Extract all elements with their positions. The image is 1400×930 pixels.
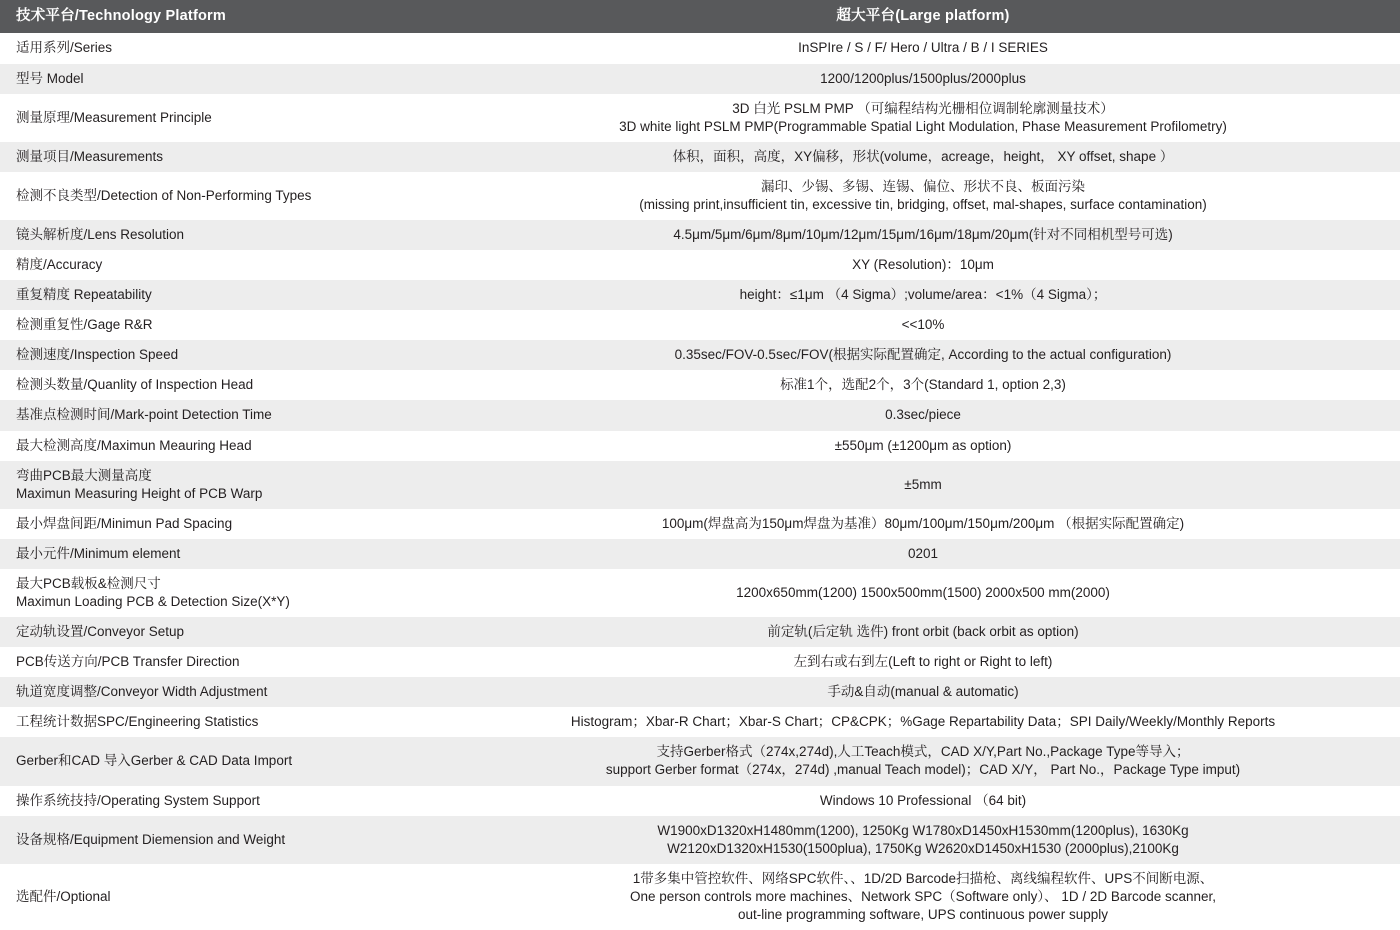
table-row (0, 816, 1400, 864)
row-value-line: 手动&自动(manual & automatic) (827, 684, 1019, 700)
table-row (0, 786, 1400, 816)
table-row (0, 172, 1400, 220)
row-value-line: XY (Resolution)：10μm (852, 257, 994, 273)
row-value-cell (446, 737, 1400, 785)
row-value-cell (446, 33, 1400, 63)
table-row (0, 539, 1400, 569)
row-value-line: 0.3sec/piece (885, 407, 961, 423)
row-value-cell (446, 816, 1400, 864)
table-row (0, 647, 1400, 677)
table-row (0, 370, 1400, 400)
table-row (0, 340, 1400, 370)
table-row (0, 707, 1400, 737)
row-value-cell (446, 280, 1400, 310)
row-label-line: 测量原理/Measurement Principle (16, 109, 212, 125)
row-value-line: <<10% (901, 317, 945, 333)
row-value-line: Histogram；Xbar-R Chart；Xbar-S Chart；CP&CPK；%Gage Repartability Data；SPI Daily/Weekly/Monthly Reports (570, 714, 1276, 730)
table-row (0, 250, 1400, 280)
row-label-line: PCB传送方向/PCB Transfer Direction (16, 654, 240, 670)
table-row (0, 509, 1400, 539)
row-label-line: Maximun Measuring Height of PCB Warp (16, 485, 263, 501)
row-value-line: W2120xD1320xH1530(1500plua), 1750Kg W2620xD1450xH1530 (2000plus),2100Kg (667, 840, 1179, 856)
row-label-line: 检测重复性/Gage R&R (16, 317, 153, 333)
row-label-line: Gerber和CAD 导入Gerber & CAD Data Import (16, 753, 293, 769)
row-value-cell (446, 142, 1400, 172)
row-label-cell (0, 94, 446, 142)
row-label-line: 最小元件/Minimum element (16, 545, 181, 561)
table-row (0, 142, 1400, 172)
row-label-line: 弯曲PCB最大测量高度 (16, 467, 152, 483)
row-value-line: 1200/1200plus/1500plus/2000plus (820, 70, 1026, 86)
row-value-line: 1带多集中管控软件、网络SPC软件、、1D/2D Barcode扫描枪、离线编程软件、UPS不间断电源、 (632, 870, 1214, 886)
row-label-cell (0, 280, 446, 310)
row-value-cell (446, 707, 1400, 737)
row-label-line: 轨道宽度调整/Conveyor Width Adjustment (16, 684, 268, 700)
row-value-line: 体积，面积，高度，XY偏移，形状(volume，acreage，height， XY offset, shape ） (672, 148, 1174, 164)
row-label-line: 测量项目/Measurements (16, 148, 164, 164)
row-label-cell (0, 64, 446, 94)
row-label-line: 定动轨设置/Conveyor Setup (16, 624, 185, 640)
row-label-line: 检测头数量/Quanlity of Inspection Head (16, 377, 254, 393)
row-label-cell (0, 340, 446, 370)
row-value-cell (446, 864, 1400, 930)
row-value-line: 0201 (907, 545, 939, 561)
row-label-line: 设备规格/Equipment Diemension and Weight (16, 831, 286, 847)
table-row (0, 400, 1400, 430)
row-label-cell (0, 33, 446, 63)
table-row (0, 94, 1400, 142)
row-value-line: ±550μm (±1200μm as option) (834, 437, 1012, 453)
row-value-line: 4.5μm/5μm/6μm/8μm/10μm/12μm/15μm/16μm/18μm/20μm(针对不同相机型号可选) (673, 226, 1173, 242)
row-label-cell (0, 250, 446, 280)
row-label-cell (0, 142, 446, 172)
row-label-line: 最大检测高度/Maximun Meauring Head (16, 437, 252, 453)
row-value-line: 0.35sec/FOV-0.5sec/FOV(根据实际配置确定, According to the actual configuration) (674, 347, 1172, 363)
table-row (0, 280, 1400, 310)
row-value-line: out-line programming software, UPS continuous power supply (738, 906, 1108, 922)
row-label-line: 适用系列/Series (16, 40, 113, 56)
row-label-line: 精度/Accuracy (16, 257, 103, 273)
table-row (0, 220, 1400, 250)
row-value-cell (446, 400, 1400, 430)
row-label-cell (0, 370, 446, 400)
row-value-cell (446, 461, 1400, 509)
row-label-line: 重复精度 Repeatability (16, 287, 152, 303)
table-row (0, 677, 1400, 707)
table-row (0, 310, 1400, 340)
row-label-line: 镜头解析度/Lens Resolution (16, 226, 185, 242)
row-label-line: 型号 Model (16, 70, 84, 86)
row-value-cell (446, 172, 1400, 220)
row-label-cell (0, 816, 446, 864)
row-value-cell (446, 94, 1400, 142)
row-value-cell (446, 220, 1400, 250)
row-value-line: (missing print,insufficient tin, excessive tin, bridging, offset, mal-shapes, surface contamination) (639, 196, 1207, 212)
row-label-line: 基准点检测时间/Mark-point Detection Time (16, 407, 272, 423)
row-value-cell (446, 64, 1400, 94)
table-header-row (0, 0, 1400, 33)
table-row (0, 64, 1400, 94)
row-value-line: 标准1个，选配2个，3个(Standard 1, option 2,3) (780, 377, 1066, 393)
row-value-line: 100μm(焊盘高为150μm焊盘为基准）80μm/100μm/150μm/200μm （根据实际配置确定) (661, 515, 1185, 531)
row-label-cell (0, 737, 446, 785)
row-label-line: 操作系统技持/Operating System Support (16, 792, 260, 808)
row-value-line: 1200x650mm(1200) 1500x500mm(1500) 2000x500 mm(2000) (736, 584, 1110, 600)
row-value-line: One person controls more machines、Network SPC（Software only）、 1D / 2D Barcode scanner, (630, 888, 1216, 904)
table-row (0, 569, 1400, 617)
row-label-cell (0, 220, 446, 250)
row-label-cell (0, 539, 446, 569)
row-label-cell (0, 864, 446, 930)
row-value-cell (446, 539, 1400, 569)
row-value-line: 前定轨(后定轨 选件) front orbit (back orbit as option) (767, 624, 1079, 640)
row-label-cell (0, 310, 446, 340)
row-value-line: 支持Gerber格式（274x,274d),人工Teach模式，CAD X/Y,Part No.,Package Type等导入； (656, 744, 1190, 760)
row-label-line: 选配件/Optional (16, 888, 111, 904)
row-value-cell (446, 569, 1400, 617)
row-label-line: 最小焊盘间距/Minimun Pad Spacing (16, 515, 233, 531)
row-value-line: 漏印、少锡、多锡、连锡、偏位、形状不良、板面污染 (761, 178, 1085, 194)
row-label-cell (0, 509, 446, 539)
row-label-line: 工程统计数据SPC/Engineering Statistics (16, 714, 259, 730)
header-label-cell: 技术平台/Technology Platform (0, 0, 446, 33)
row-label-cell (0, 707, 446, 737)
row-label-cell (0, 400, 446, 430)
row-label-cell (0, 786, 446, 816)
row-label-cell (0, 647, 446, 677)
row-value-line: 3D white light PSLM PMP(Programmable Spatial Light Modulation, Phase Measurement Profilometry) (619, 118, 1227, 134)
row-value-line: support Gerber format（274x，274d) ,manual Teach model)；CAD X/Y， Part No.，Package Type imput) (605, 762, 1241, 778)
row-value-cell (446, 340, 1400, 370)
row-value-line: 3D 白光 PSLM PMP （可编程结构光栅相位调制轮廓测量技术） (732, 100, 1114, 116)
table-row (0, 33, 1400, 63)
row-value-cell (446, 677, 1400, 707)
row-label-cell (0, 172, 446, 220)
row-value-line: InSPIre / S / F/ Hero / Ultra / B / I SERIES (798, 40, 1048, 56)
row-label-cell (0, 617, 446, 647)
row-label-cell (0, 461, 446, 509)
table-row (0, 431, 1400, 461)
row-value-cell (446, 647, 1400, 677)
row-label-line: 检测速度/Inspection Speed (16, 347, 179, 363)
row-value-cell (446, 617, 1400, 647)
table-row (0, 617, 1400, 647)
row-value-line: height：≤1μm （4 Sigma）;volume/area：<1%（4 Sigma）； (739, 287, 1107, 303)
row-label-cell (0, 569, 446, 617)
row-value-cell (446, 509, 1400, 539)
table-row (0, 737, 1400, 785)
row-value-cell (446, 370, 1400, 400)
table-row (0, 461, 1400, 509)
row-value-line: W1900xD1320xH1480mm(1200), 1250Kg W1780xD1450xH1530mm(1200plus), 1630Kg (657, 822, 1189, 838)
row-label-cell (0, 431, 446, 461)
row-value-line: ±5mm (904, 476, 942, 492)
row-value-cell (446, 431, 1400, 461)
table-row (0, 864, 1400, 930)
header-value-cell: 超大平台(Large platform) (446, 0, 1400, 33)
row-label-line: 最大PCB载板&检测尺寸 (16, 575, 161, 591)
row-value-cell (446, 250, 1400, 280)
row-value-cell (446, 310, 1400, 340)
row-value-line: Windows 10 Professional （64 bit) (819, 792, 1027, 808)
row-label-line: 检测不良类型/Detection of Non-Performing Types (16, 187, 312, 203)
row-label-cell (0, 677, 446, 707)
row-value-line: 左到右或右到左(Left to right or Right to left) (793, 654, 1053, 670)
row-value-cell (446, 786, 1400, 816)
row-label-line: Maximun Loading PCB & Detection Size(X*Y) (16, 593, 290, 609)
